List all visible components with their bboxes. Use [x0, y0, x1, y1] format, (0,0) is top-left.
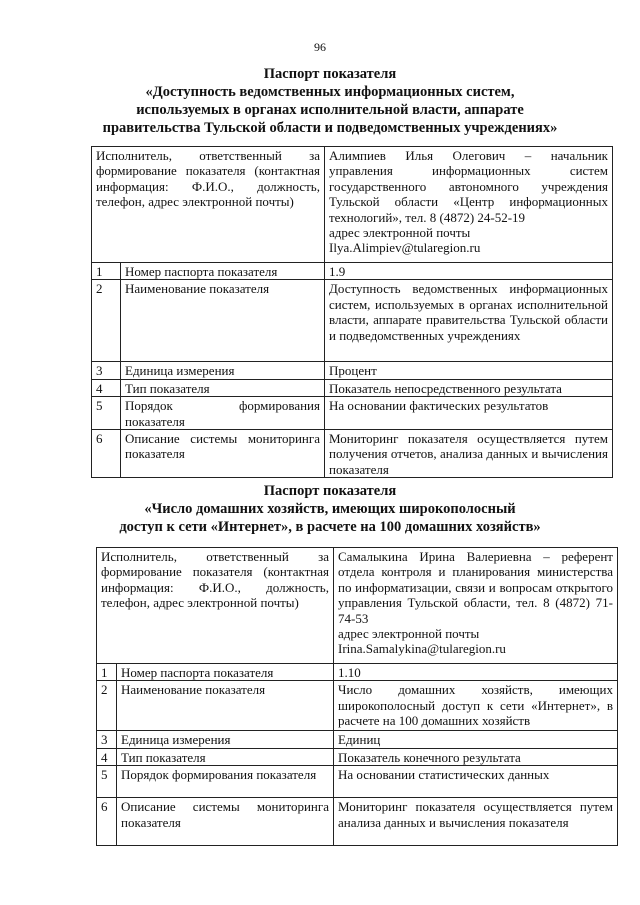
table-row: [92, 263, 613, 280]
executor-label: Исполнитель, ответственный за формирование показателя (контактная информация: Ф.И.О., должность, телефон, адрес электронной почты): [97, 548, 334, 664]
heading-line: «Число домашних хозяйств, имеющих широкополосный: [144, 501, 516, 517]
row-value: Мониторинг показателя осуществляется путем получения отчетов, анализа данных и вычисления показателя: [325, 430, 613, 478]
row-number: 3: [97, 731, 117, 748]
table-row: [97, 548, 618, 664]
table-row: [92, 362, 613, 379]
row-label: Номер паспорта показателя: [117, 664, 334, 681]
page-number: 96: [314, 40, 326, 54]
row-number: 1: [92, 263, 121, 280]
table-row: [97, 798, 618, 846]
row-value: Показатель конечного результата: [334, 748, 618, 765]
row-value: На основании статистических данных: [334, 766, 618, 798]
row-label: Наименование показателя: [121, 280, 325, 362]
row-label: Наименование показателя: [117, 681, 334, 731]
table-row: [92, 280, 613, 362]
passport-2-table: [96, 547, 618, 846]
row-value: Единиц: [334, 731, 618, 748]
heading-line: Паспорт показателя: [263, 483, 397, 499]
passport-1-table: [91, 146, 613, 478]
table-row: [92, 430, 613, 478]
row-number: 6: [97, 798, 117, 846]
row-number: 2: [97, 681, 117, 731]
row-number: 6: [92, 430, 121, 478]
table-row: [97, 766, 618, 798]
passport-2-heading: [60, 482, 600, 536]
row-number: 4: [92, 379, 121, 396]
row-number: 5: [97, 766, 117, 798]
heading-line: правительства Тульской области и подведомственных учреждениях»: [102, 120, 558, 136]
heading-line: используемых в органах исполнительной власти, аппарате: [136, 102, 524, 118]
row-value: Мониторинг показателя осуществляется путем анализа данных и вычисления показателя: [334, 798, 618, 846]
row-label: Описание системы мониторинга показателя: [117, 798, 334, 846]
row-number: 1: [97, 664, 117, 681]
table-row: [97, 664, 618, 681]
table-row: [97, 731, 618, 748]
heading-line: «Доступность ведомственных информационных систем,: [145, 84, 515, 100]
passport-1-heading: [60, 65, 600, 137]
heading-line: Паспорт показателя: [263, 66, 397, 82]
row-label: Описание системы мониторинга показателя: [121, 430, 325, 478]
row-value: 1.9: [325, 263, 613, 280]
executor-value: Самалыкина Ирина Валериевна – референт отдела контроля и планирования министерства по информатизации, связи и вопросам открытого управления Тульской области, тел. 8 (4872) 71-74-53 адрес электронной почты Irina.Samalykina@tularegion.ru: [334, 548, 618, 664]
row-value: Число домашних хозяйств, имеющих широкополосный доступ к сети «Интернет», в расчете на 100 домашних хозяйств: [334, 681, 618, 731]
table-row: [92, 379, 613, 396]
row-label: Единица измерения: [121, 362, 325, 379]
table-row: [97, 681, 618, 731]
row-value: 1.10: [334, 664, 618, 681]
row-number: 5: [92, 397, 121, 430]
table-row: [92, 147, 613, 263]
table-row: [97, 748, 618, 765]
executor-value: Алимпиев Илья Олегович – начальник управления информационных систем государственного автономного учреждения Тульской области «Центр информационных технологий», тел. 8 (4872) 24-52-19 адрес электронной почты Ilya.Alimpiev@tularegion.ru: [325, 147, 613, 263]
row-value: Показатель непосредственного результата: [325, 379, 613, 396]
row-label: Номер паспорта показателя: [121, 263, 325, 280]
row-value: Доступность ведомственных информационных систем, используемых в органах исполнительной власти, аппарате правительства Тульской области и подведомственных учреждениях: [325, 280, 613, 362]
row-value: Процент: [325, 362, 613, 379]
row-label: Тип показателя: [121, 379, 325, 396]
row-label: Тип показателя: [117, 748, 334, 765]
table-row: [92, 397, 613, 430]
row-number: 2: [92, 280, 121, 362]
row-value: На основании фактических результатов: [325, 397, 613, 430]
row-label: Единица измерения: [117, 731, 334, 748]
heading-line: доступ к сети «Интернет», в расчете на 100 домашних хозяйств»: [119, 519, 541, 535]
executor-label: Исполнитель, ответственный за формирование показателя (контактная информация: Ф.И.О., должность, телефон, адрес электронной почты): [92, 147, 325, 263]
row-label: Порядок формирования показателя: [117, 766, 334, 798]
row-number: 3: [92, 362, 121, 379]
row-number: 4: [97, 748, 117, 765]
row-label: Порядок формирования показателя: [121, 397, 325, 430]
